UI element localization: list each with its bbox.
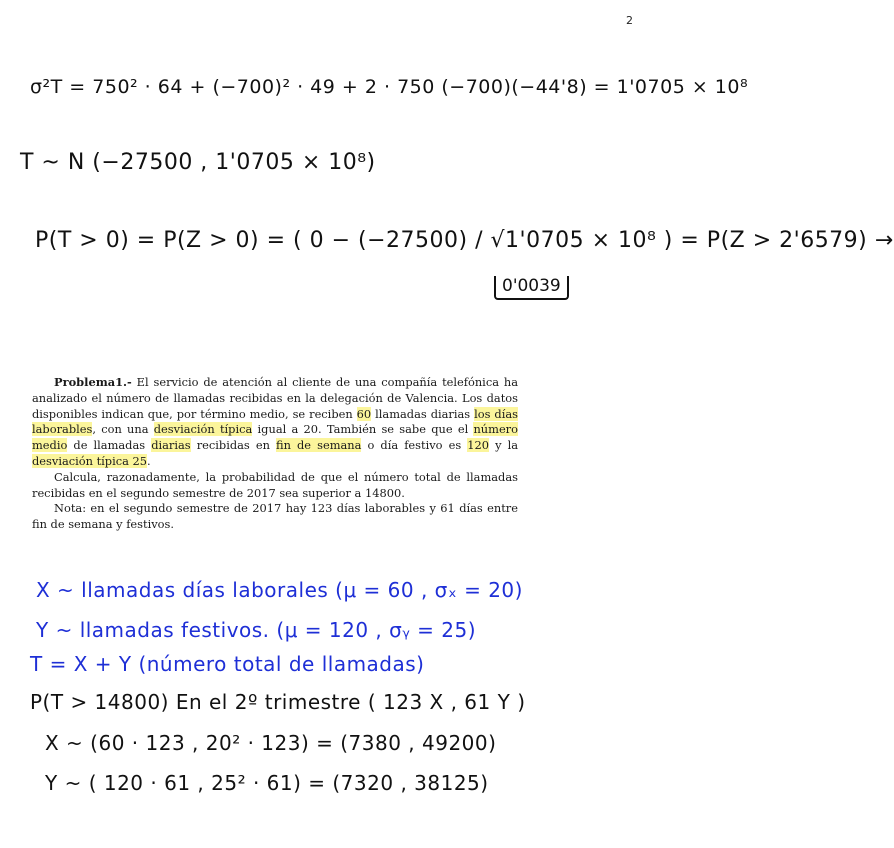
highlight-fin-de-semana: fin de semana [276,438,362,453]
highlight-desviacion-tipica-25: desviación típica 25 [32,453,148,468]
y-distribution: Y ~ ( 120 · 61 , 25² · 61) = (7320 , 38125) [45,771,489,795]
highlight-120: 120 [467,438,489,453]
problem-text: recibidas en [190,438,276,453]
highlight-diarias: diarias [151,438,191,453]
problem-text: o día festivo es [361,438,468,453]
t-definition: T = X + Y (número total de llamadas) [30,652,425,676]
page-number: 2 [626,14,633,27]
problem-text: igual a 20. También se sabe que el [252,422,474,437]
distribution-equation: T ~ N (−27500 , 1'0705 × 10⁸) [20,150,376,175]
highlight-dias-laborables: los días laborables [32,406,518,437]
problem-statement [32,375,518,533]
problem-paragraph-2: Calcula, razonadamente, la probabilidad de que el número total de llamadas recibidas en el segundo semestre de 2017 sea superior a 14800. [32,469,518,500]
problem-text: El servicio de atención al cliente de una compañía telefónica ha analizado el número de llamadas recibidas en la delegación de Valencia. Los datos disponibles indican que, por término medio, se reciben [32,375,518,421]
problem-text: llamadas diarias [371,406,475,421]
y-definition: Y ~ llamadas festivos. (μ = 120 , σᵧ = 25) [36,618,476,642]
problem-paragraph-3: Nota: en el segundo semestre de 2017 hay 123 días laborables y 61 días entre fin de semana y festivos. [32,501,518,532]
highlight-numero-medio: número medio [32,422,518,453]
problem-text: de llamadas [67,438,152,453]
x-distribution: X ~ (60 · 123 , 20² · 123) = (7380 , 49200) [45,731,497,755]
highlight-60: 60 [356,406,372,421]
highlight-desviacion-tipica: desviación típica [153,422,253,437]
variance-equation: σ²T = 750² · 64 + (−700)² · 49 + 2 · 750 (−700)(−44'8) = 1'0705 × 10⁸ [30,76,749,98]
problem-heading: Problema1.- [54,375,132,389]
x-definition: X ~ llamadas días laborales (μ = 60 , σₓ = 20) [36,578,523,602]
probability-question: P(T > 14800) En el 2º trimestre ( 123 X , 61 Y ) [30,690,526,714]
boxed-result: 0'0039 [494,276,569,300]
probability-equation: P(T > 0) = P(Z > 0) = ( 0 − (−27500) / √1'0705 × 10⁸ ) = P(Z > 2'6579) → [35,228,894,253]
problem-text: y la [489,438,519,453]
problem-paragraph-1 [32,375,518,470]
problem-text: . [147,453,151,468]
problem-text: , con una [92,422,154,437]
